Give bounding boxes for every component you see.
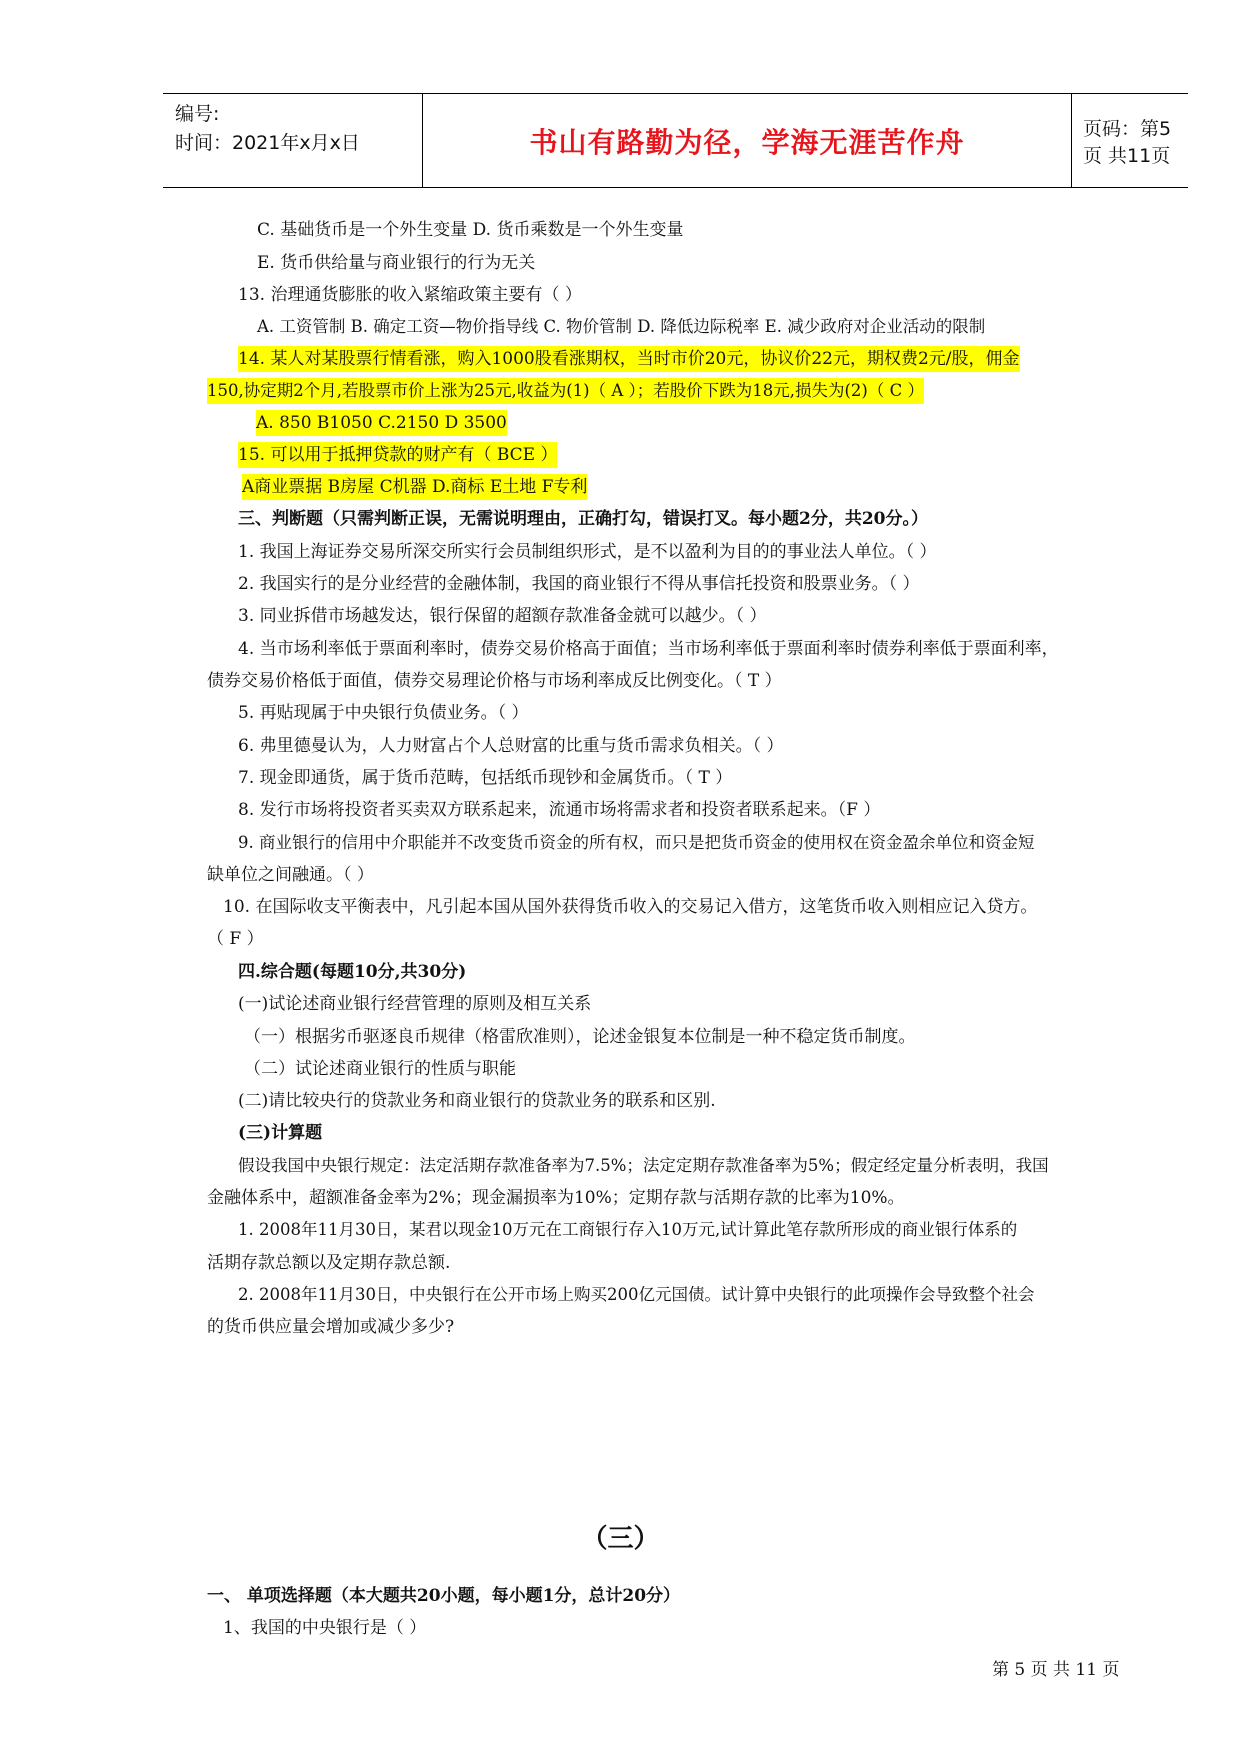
judgment-item-cont: （ F ） [207,929,264,949]
option-line: E. 货币供给量与商业银行的行为无关 [257,253,536,273]
question-13: 13. 治理通货膨胀的收入紧缩政策主要有（ ） [238,285,582,305]
essay-question: (一)试论述商业银行经营管理的原则及相互关系 [238,994,592,1014]
judgment-item: 2. 我国实行的是分业经营的金融体制，我国的商业银行不得从事信托投资和股票业务。（ ） [238,574,920,594]
option-line: C. 基础货币是一个外生变量 D. 货币乘数是一个外生变量 [257,220,684,240]
page-header [163,93,1188,188]
header-meta [175,100,415,158]
judgment-item: 9. 商业银行的信用中介职能并不改变货币资金的所有权，而只是把货币资金的使用权在资金盈余单位和资金短 [238,833,1035,852]
judgment-item: 10. 在国际收支平衡表中，凡引起本国从国外获得货币收入的交易记入借方，这笔货币收入则相应记入贷方。 [223,897,1038,917]
judgment-item: 1. 我国上海证券交易所深交所实行会员制组织形式，是不以盈利为目的的事业法人单位。（ ） [238,542,937,562]
judgment-item: 8. 发行市场将投资者买卖双方联系起来，流通市场将需求者和投资者联系起来。（F ） [238,800,881,820]
essay-question: （二）试论述商业银行的性质与职能 [244,1059,516,1079]
essay-question: （一）根据劣币驱逐良币规律（格雷欣准则），论述金银复本位制是一种不稳定货币制度。 [244,1027,916,1047]
question-14: 14. 某人对某股票行情看涨，购入1000股看涨期权，当时市价20元，协议价22元，期权费2元/股，佣金 [238,346,1020,372]
page-footer: 第 5 页 共 11 页 [992,1660,1120,1680]
header-divider [1071,94,1072,187]
calc-question-cont: 活期存款总额以及定期存款总额. [207,1253,451,1273]
calc-premise: 假设我国中央银行规定：法定活期存款准备率为7.5%；法定定期存款准备率为5%；假定经定量分析表明，我国 [238,1156,1049,1175]
calc-question-cont: 的货币供应量会增加或减少多少? [207,1317,455,1337]
question-15: 15. 可以用于抵押贷款的财产有（ BCE ） [238,442,557,468]
judgment-item: 5. 再贴现属于中央银行负债业务。（ ） [238,703,529,723]
calc-question: 2. 2008年11月30日，中央银行在公开市场上购买200亿元国债。试计算中央银行的此项操作会导致整个社会 [238,1285,1035,1304]
section-heading-judgment: 三、判断题（只需判断正误，无需说明理由，正确打勾，错误打叉。每小题2分，共20分。） [238,509,928,529]
time-label: 时间：2021年x月x日 [175,132,360,154]
section-title: （三） [581,1524,660,1554]
section-heading-single-choice: 一、 单项选择题（本大题共20小题，每小题1分，总计20分） [207,1586,681,1606]
calc-question: 1. 2008年11月30日，某君以现金10万元在工商银行存入10万元,试计算此笔存款所形成的商业银行体系的 [238,1220,1018,1239]
judgment-item: 7. 现金即通货，属于货币范畴，包括纸币现钞和金属货币。（ T ） [238,768,733,788]
calc-heading: (三)计算题 [238,1123,323,1143]
judgment-item: 6. 弗里德曼认为，人力财富占个人总财富的比重与货币需求负相关。（ ） [238,736,784,756]
header-page-info: 页码：第5页 共11页 [1083,117,1172,167]
question-1: 1、我国的中央银行是（ ） [223,1618,427,1638]
options-13: A. 工资管制 B. 确定工资—物价指导线 C. 物价管制 D. 降低边际税率 E. 减少政府对企业活动的限制 [257,317,986,336]
number-label: 编号: [175,103,220,125]
judgment-item: 4. 当市场利率低于票面利率时，债券交易价格高于面值；当市场利率低于票面利率时债券利率低于票面利率， [238,639,1059,659]
calc-premise-cont: 金融体系中，超额准备金率为2%；现金漏损率为10%；定期存款与活期存款的比率为10%。 [207,1188,905,1208]
section-heading-comprehensive: 四.综合题(每题10分,共30分) [238,962,467,982]
judgment-item: 3. 同业拆借市场越发达，银行保留的超额存款准备金就可以越少。（ ） [238,606,767,626]
judgment-item-cont: 缺单位之间融通。（ ） [207,865,374,885]
options-14: A. 850 B1050 C.2150 D 3500 [256,410,507,436]
essay-question: (二)请比较央行的贷款业务和商业银行的贷款业务的联系和区别. [238,1091,716,1111]
header-motto: 书山有路勤为径，学海无涯苦作舟 [529,125,965,159]
options-15: A商业票据 B房屋 C机器 D.商标 E土地 F专利 [242,474,587,500]
question-14-cont: 150,协定期2个月,若股票市价上涨为25元,收益为(1)（ A ）；若股价下跌为18元,损失为(2)（ C ） [207,378,924,404]
judgment-item-cont: 债券交易价格低于面值，债券交易理论价格与市场利率成反比例变化。（ T ） [207,671,782,691]
